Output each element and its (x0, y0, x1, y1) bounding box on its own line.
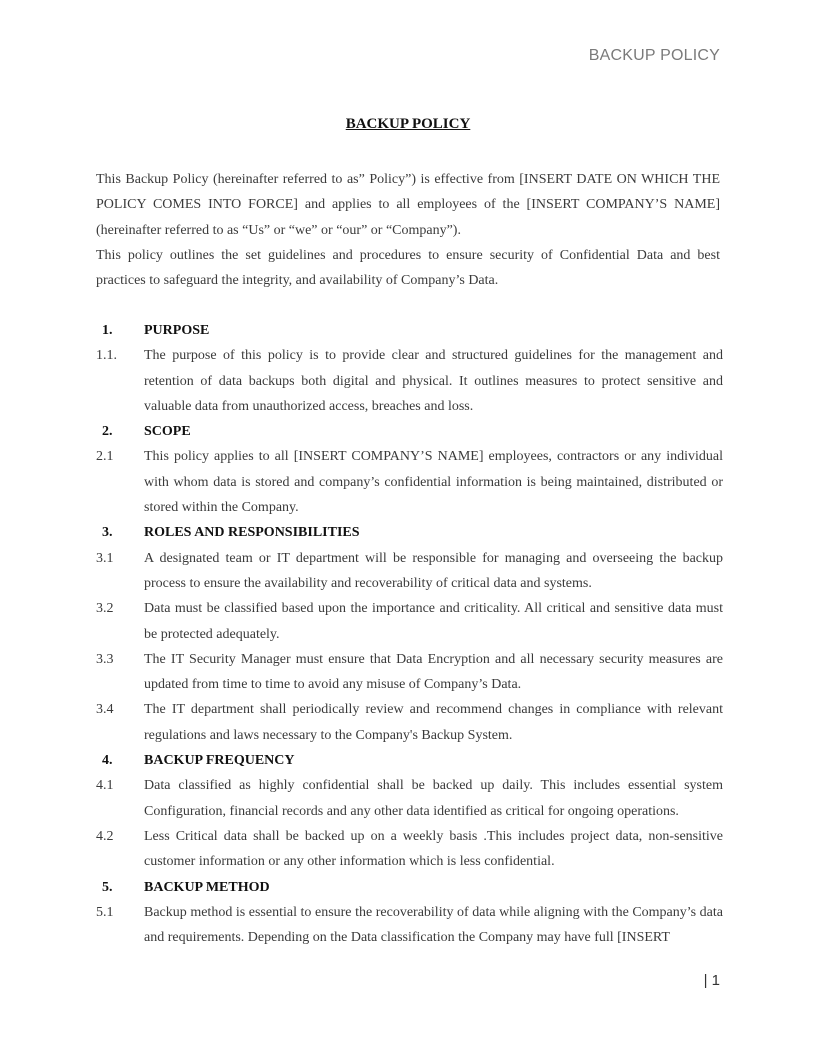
section-item (96, 343, 723, 419)
section-number: 2. (102, 424, 113, 440)
item-number: 3.3 (96, 651, 114, 667)
policy-sections (96, 318, 723, 950)
section-heading (96, 520, 723, 545)
item-text: Less Critical data shall be backed up on a weekly basis .This includes project data, non-sensitive customer information or any other information which is less confidential. (144, 828, 723, 870)
section-item (96, 697, 723, 748)
page-header: BACKUP POLICY (588, 47, 720, 64)
intro-paragraph: This Backup Policy (hereinafter referred to as” Policy”) is effective from [INSERT DATE ON WHICH THE POLICY COMES INTO FORCE] and applies to all employees of the [INSERT COMPANY’S NAME] (hereinafter referred to as “Us” or “we” or “our” or “Company”). (96, 172, 720, 238)
item-number: 3.2 (96, 601, 114, 617)
section-item (96, 444, 723, 520)
item-number: 3.4 (96, 702, 114, 718)
section-number: 5. (102, 879, 113, 895)
item-number: 4.2 (96, 828, 114, 844)
section-item (96, 900, 723, 951)
item-text: A designated team or IT department will be responsible for managing and overseeing the backup process to ensure the availability and recoverability of critical data and systems. (144, 550, 723, 591)
item-number: 4.1 (96, 778, 114, 794)
intro-section (96, 167, 720, 293)
page-number: | 1 (703, 972, 720, 989)
item-number: 2.1 (96, 449, 114, 465)
section-heading (96, 748, 723, 773)
section-heading (96, 318, 723, 343)
item-text: The IT department shall periodically review and recommend changes in compliance with relevant regulations and laws necessary to the Company's Backup System. (144, 702, 723, 743)
item-text: The purpose of this policy is to provide clear and structured guidelines for the management and retention of data backups both digital and physical. It outlines measures to protect sensitive and valuable data from unauthorized access, breaches and loss. (144, 348, 723, 414)
item-text: Data must be classified based upon the importance and criticality. All critical and sensitive data must be protected adequately. (144, 601, 723, 642)
item-number: 3.1 (96, 550, 114, 566)
intro-paragraph: This policy outlines the set guidelines and procedures to ensure security of Confidential Data and best practices to safeguard the integrity, and availability of Company’s Data. (96, 247, 720, 289)
section-heading (96, 419, 723, 444)
document-title: BACKUP POLICY (345, 116, 471, 132)
section-number: 3. (102, 525, 113, 541)
section-title: BACKUP METHOD (144, 879, 270, 895)
section-number: 1. (102, 323, 113, 338)
item-text: Backup method is essential to ensure the recoverability of data while aligning with the Company’s data and requirements. Depending on the Data classification the Company may have full [INSERT (144, 904, 723, 946)
item-text: The IT Security Manager must ensure that Data Encryption and all necessary security measures are updated from time to time to avoid any misuse of Company’s Data. (144, 651, 723, 693)
section-item (96, 647, 723, 698)
item-text: This policy applies to all [INSERT COMPANY’S NAME] employees, contractors or any individual with whom data is stored and company’s confidential information is being maintained, distributed or stored within the Company. (144, 449, 723, 516)
section-item (96, 824, 723, 875)
section-number: 4. (102, 753, 113, 769)
section-title: BACKUP FREQUENCY (144, 753, 295, 769)
item-text: Data classified as highly confidential shall be backed up daily. This includes essential system Configuration, financial records and any other data identified as critical for ongoing operations. (144, 778, 723, 819)
section-item (96, 546, 723, 597)
section-title: ROLES AND RESPONSIBILITIES (144, 525, 360, 541)
section-item (96, 596, 723, 647)
section-heading (96, 875, 723, 900)
section-item (96, 773, 723, 824)
section-title: PURPOSE (144, 323, 210, 338)
item-number: 1.1. (96, 348, 117, 364)
section-title: SCOPE (144, 424, 191, 440)
item-number: 5.1 (96, 904, 114, 920)
